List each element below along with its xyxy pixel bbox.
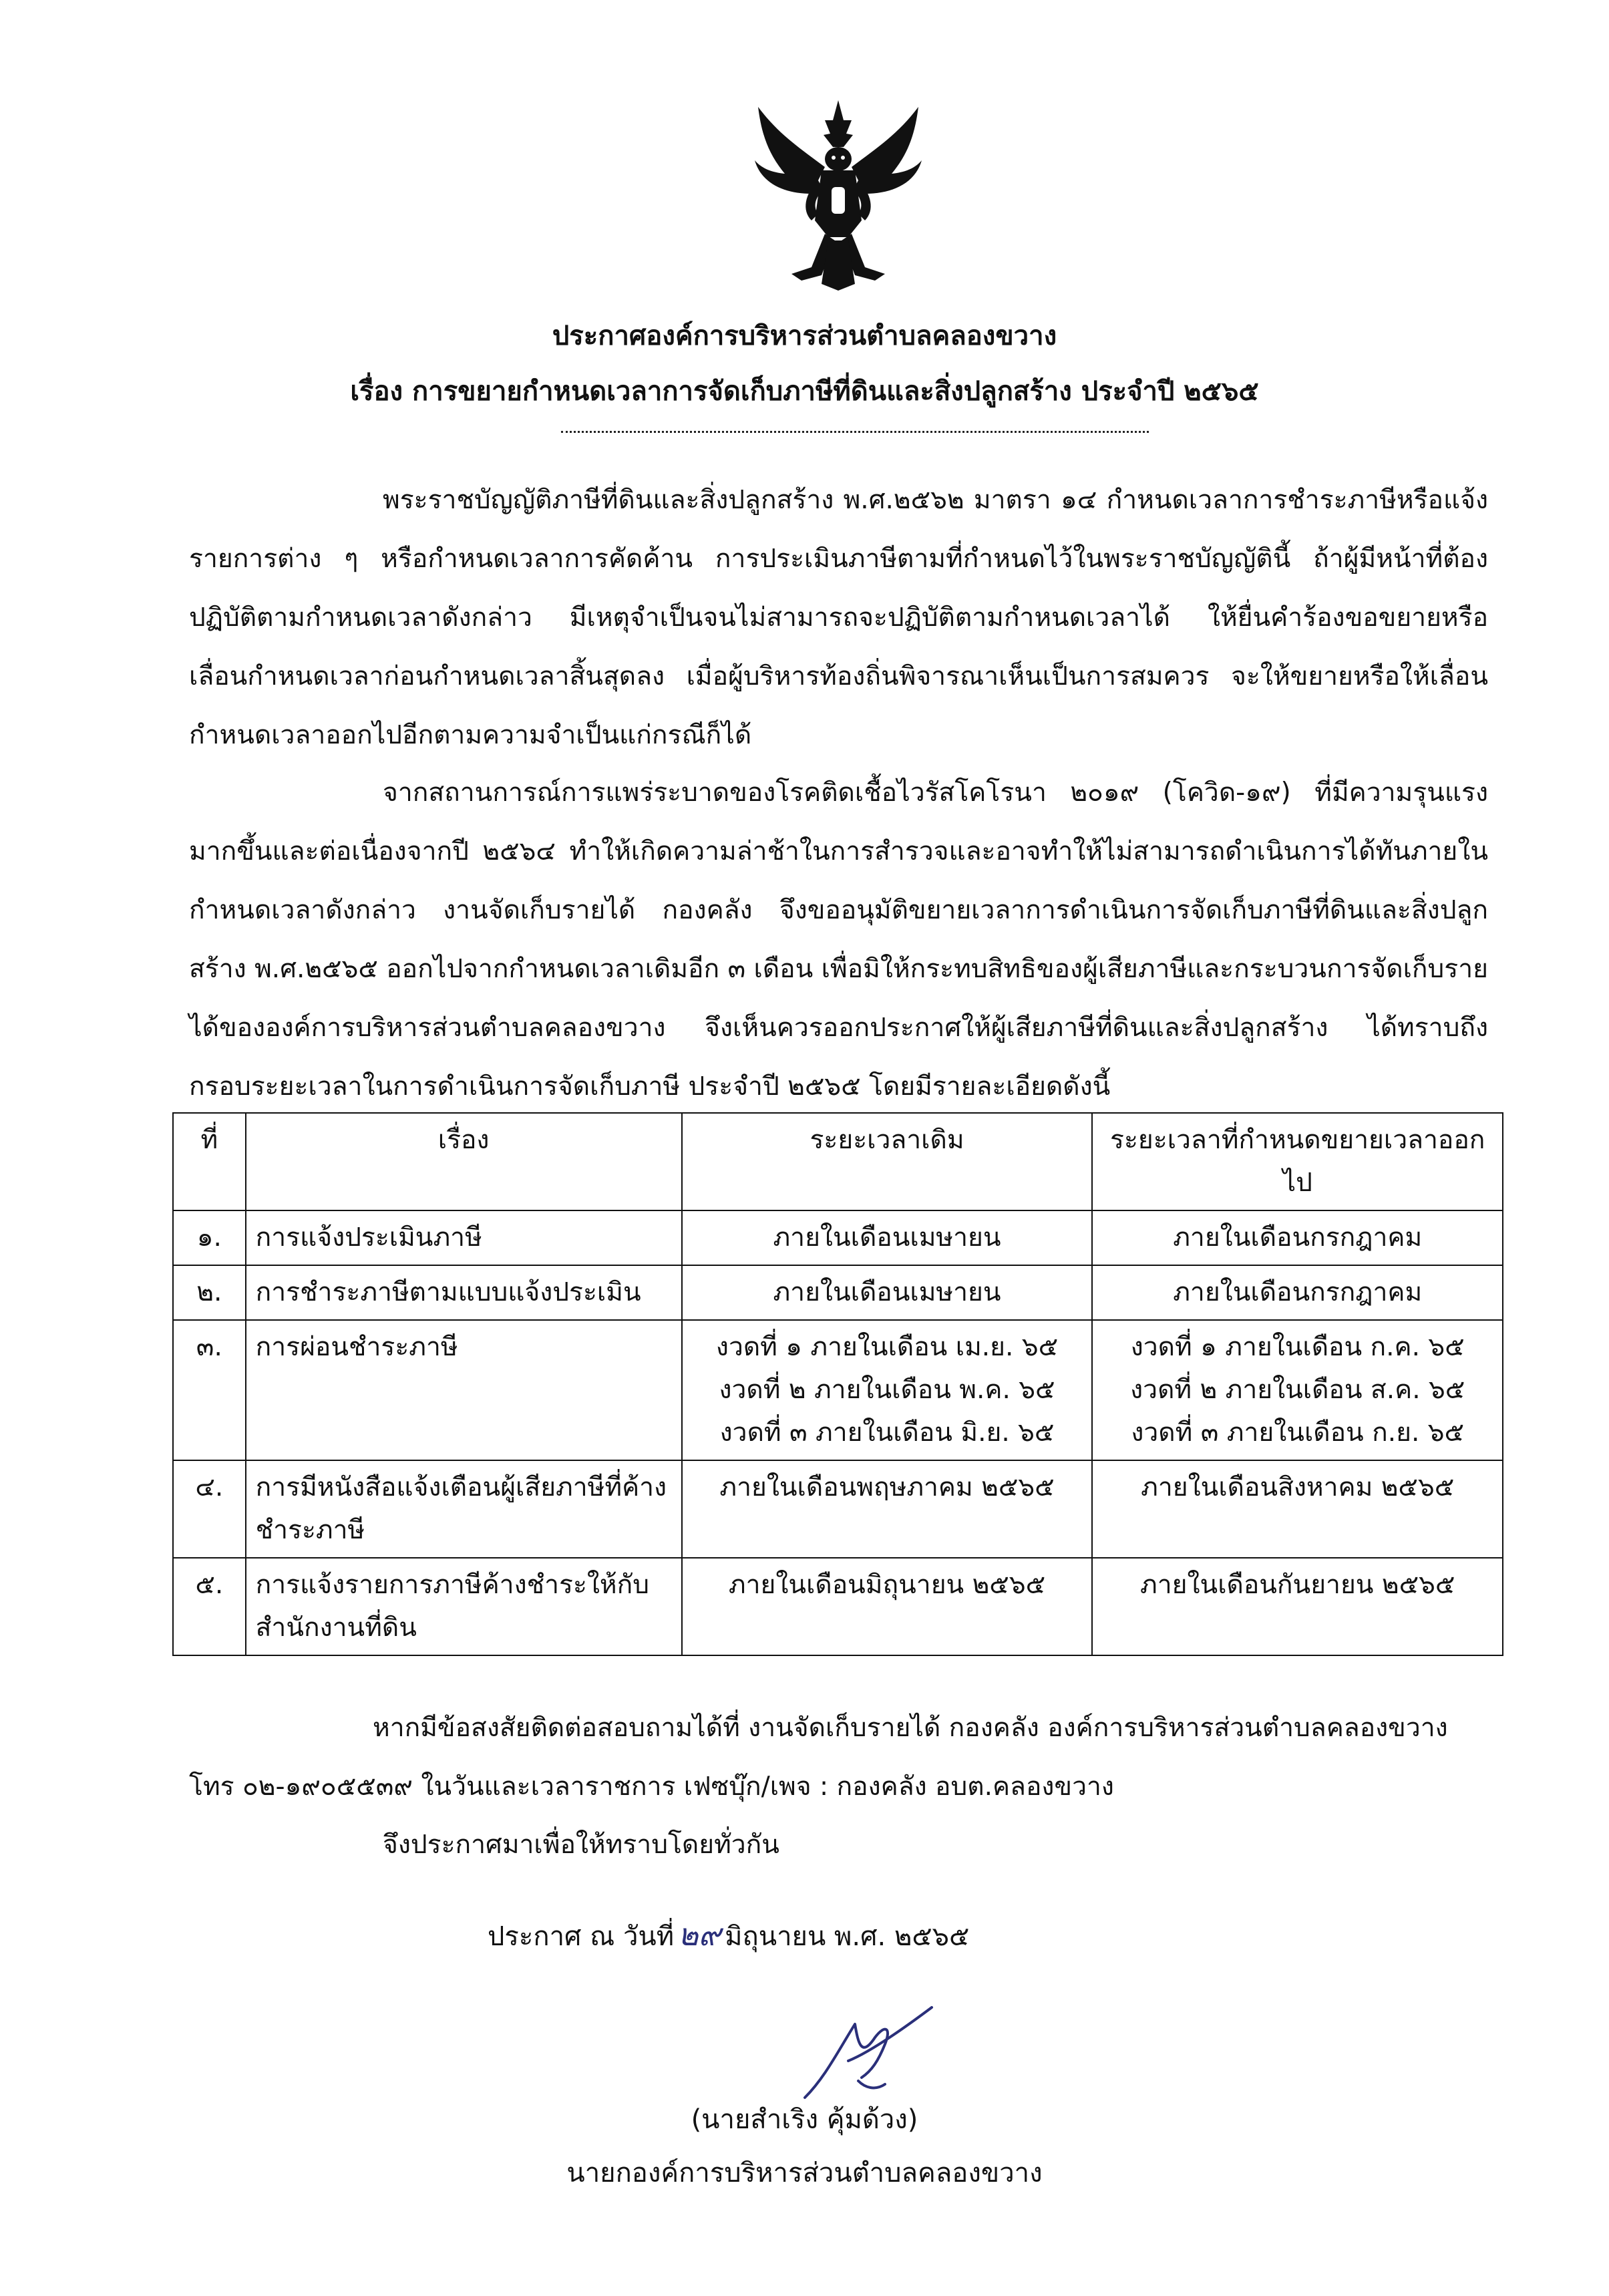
period-line: ภายในเดือนพฤษภาคม ๒๕๖๕ — [719, 1472, 1055, 1502]
installment-line: งวดที่ ๑ ภายในเดือน เม.ย. ๖๕ — [715, 1332, 1059, 1362]
announcement-suffix: มิถุนายน พ.ศ. ๒๕๖๕ — [725, 1921, 970, 1952]
row-extended-period — [1092, 1265, 1503, 1320]
row-original-period — [682, 1460, 1093, 1558]
row-number: ๑. — [173, 1210, 246, 1265]
row-number: ๕. — [173, 1558, 246, 1655]
row-original-period — [682, 1265, 1093, 1320]
installment-line: งวดที่ ๓ ภายในเดือน ก.ย. ๖๕ — [1131, 1418, 1465, 1448]
row-extended-period — [1092, 1558, 1503, 1655]
row-topic: การแจ้งประเมินภาษี — [246, 1210, 682, 1265]
title-divider — [561, 431, 1149, 433]
row-topic: การชำระภาษีตามแบบแจ้งประเมิน — [246, 1265, 682, 1320]
closing-line: จึงประกาศมาเพื่อให้ทราบโดยทั่วกัน — [383, 1830, 779, 1860]
handwritten-day: ๒๙ — [678, 1917, 721, 1953]
garuda-emblem-icon — [738, 94, 938, 294]
schedule-table — [172, 1112, 1503, 1656]
announcement-date — [488, 1911, 969, 1959]
row-number: ๔. — [173, 1460, 246, 1558]
header-no: ที่ — [173, 1113, 246, 1210]
body-paragraph-2: จากสถานการณ์การแพร่ระบาดของโรคติดเชื้อไวรัสโคโรนา ๒๐๑๙ (โควิด-๑๙) ที่มีความรุนแรงมากขึ้นและต่อเนื่องจากปี ๒๕๖๔ ทำให้เกิดความล่าช้าในการสำรวจและอาจทำให้ไม่สามารถดำเนินการได้ทันภายในกำหนดเวลาดังกล่าว งานจัดเก็บรายได้ กองคลัง จึงขออนุมัติขยายเวลาการดำเนินการจัดเก็บภาษีที่ดินและสิ่งปลูกสร้าง พ.ศ.๒๕๖๕ ออกไปจากกำหนดเวลาเดิมอีก ๓ เดือน เพื่อมิให้กระทบสิทธิของผู้เสียภาษีและกระบวนการจัดเก็บรายได้ขององค์การบริหารส่วนตำบลคลองขวาง จึงเห็นควรออกประกาศให้ผู้เสียภาษีที่ดินและสิ่งปลูกสร้าง ได้ทราบถึงกรอบระยะเวลาในการดำเนินการจัดเก็บภาษี ประจำปี ๒๕๖๕ โดยมีรายละเอียดดังนี้ — [189, 778, 1488, 1102]
row-topic: การมีหนังสือแจ้งเตือนผู้เสียภาษีที่ค้างชำระภาษี — [246, 1460, 682, 1558]
table-row — [173, 1210, 1503, 1265]
announcement-prefix: ประกาศ ณ วันที่ — [488, 1921, 675, 1952]
contact-line-2: โทร ๐๒-๑๙๐๕๕๓๙ ในวันและเวลาราชการ เฟซบุ๊ก/เพจ : กองคลัง อบต.คลองขวาง — [189, 1772, 1114, 1802]
header-topic: เรื่อง — [246, 1113, 682, 1210]
contact-line-1: หากมีข้อสงสัยติดต่อสอบถามได้ที่ งานจัดเก็บรายได้ กองคลัง องค์การบริหารส่วนตำบลคลองขวาง — [373, 1713, 1448, 1743]
signature-icon — [791, 1997, 945, 2111]
period-line: ภายในเดือนเมษายน — [773, 1277, 1001, 1307]
header-original-period: ระยะเวลาเดิม — [682, 1113, 1093, 1210]
period-line: ภายในเดือนสิงหาคม ๒๕๖๕ — [1141, 1472, 1455, 1502]
row-original-period — [682, 1320, 1093, 1460]
installment-line: งวดที่ ๑ ภายในเดือน ก.ค. ๖๕ — [1130, 1332, 1465, 1362]
row-extended-period — [1092, 1210, 1503, 1265]
period-line: ภายในเดือนกรกฎาคม — [1173, 1277, 1423, 1307]
installment-line: งวดที่ ๒ ภายในเดือน ส.ค. ๖๕ — [1130, 1375, 1465, 1405]
period-line: ภายในเดือนเมษายน — [773, 1222, 1001, 1253]
document-subject: เรื่อง การขยายกำหนดเวลาการจัดเก็บภาษีที่ดินและสิ่งปลูกสร้าง ประจำปี ๒๕๖๕ — [350, 376, 1259, 407]
table-row — [173, 1558, 1503, 1655]
header-extended-period: ระยะเวลาที่กำหนดขยายเวลาออกไป — [1092, 1113, 1503, 1210]
table-row — [173, 1320, 1503, 1460]
row-extended-period — [1092, 1320, 1503, 1460]
row-topic: การผ่อนชำระภาษี — [246, 1320, 682, 1460]
table-header-row — [173, 1113, 1503, 1210]
body-paragraph-1: พระราชบัญญัติภาษีที่ดินและสิ่งปลูกสร้าง พ.ศ.๒๕๖๒ มาตรา ๑๔ กำหนดเวลาการชำระภาษีหรือแจ้งรายการต่าง ๆ หรือกำหนดเวลาการคัดค้าน การประเมินภาษีตามที่กำหนดไว้ในพระราชบัญญัตินี้ ถ้าผู้มีหน้าที่ต้องปฏิบัติตามกำหนดเวลาดังกล่าว มีเหตุจำเป็นจนไม่สามารถจะปฏิบัติตามกำหนดเวลาได้ ให้ยื่นคำร้องขอขยายหรือเลื่อนกำหนดเวลาก่อนกำหนดเวลาสิ้นสุดลง เมื่อผู้บริหารท้องถิ่นพิจารณาเห็นเป็นการสมควร จะให้ขยายหรือให้เลื่อนกำหนดเวลาออกไปอีกตามความจำเป็นแก่กรณีก็ได้ — [189, 485, 1488, 750]
installment-line: งวดที่ ๓ ภายในเดือน มิ.ย. ๖๕ — [719, 1418, 1055, 1448]
signer-position: นายกองค์การบริหารส่วนตำบลคลองขวาง — [566, 2158, 1043, 2188]
period-line: ภายในเดือนกันยายน ๒๕๖๕ — [1140, 1570, 1455, 1600]
row-number: ๓. — [173, 1320, 246, 1460]
row-topic: การแจ้งรายการภาษีค้างชำระให้กับสำนักงานที่ดิน — [246, 1558, 682, 1655]
signer-name: (นายสำเริง คุ้มด้วง) — [691, 2104, 918, 2135]
row-number: ๒. — [173, 1265, 246, 1320]
row-extended-period — [1092, 1460, 1503, 1558]
installment-line: งวดที่ ๒ ภายในเดือน พ.ค. ๖๕ — [719, 1375, 1055, 1405]
row-original-period — [682, 1210, 1093, 1265]
table-row — [173, 1460, 1503, 1558]
table-row — [173, 1265, 1503, 1320]
period-line: ภายในเดือนมิถุนายน ๒๕๖๕ — [728, 1570, 1046, 1600]
period-line: ภายในเดือนกรกฎาคม — [1173, 1222, 1423, 1253]
row-original-period — [682, 1558, 1093, 1655]
document-title: ประกาศองค์การบริหารส่วนตำบลคลองขวาง — [552, 321, 1057, 351]
